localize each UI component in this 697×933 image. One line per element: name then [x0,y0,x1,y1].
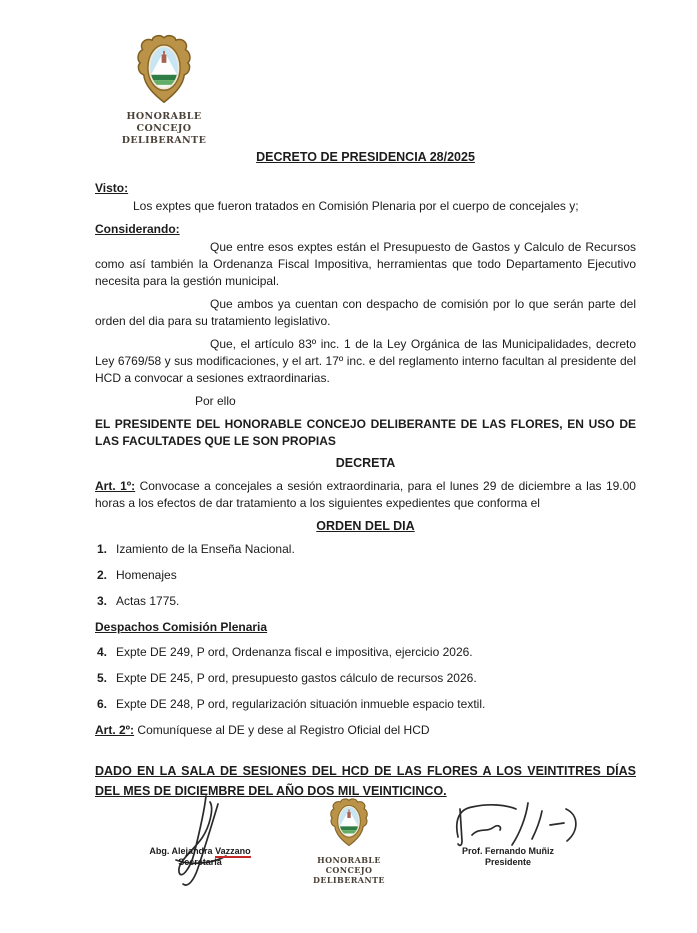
article-2-label: Art. 2º: [95,723,135,737]
header-emblem-line1: HONORABLE [126,111,202,122]
secretary-signature-block [140,846,260,868]
header-emblem-line2: CONCEJO DELIBERANTE [121,123,207,146]
header-emblem-caption [108,111,220,147]
agenda-item [95,593,636,610]
footer-emblem-line1: HONORABLE [317,855,381,865]
president-signature-block [443,846,573,868]
despachos-item [95,670,636,687]
despachos-item [95,644,636,661]
decreta-heading: DECRETA [335,456,396,470]
closing-statement: DADO EN LA SALA DE SESIONES DEL HCD DE LAS FLORES A LOS VEINTITRES DÍAS DEL MES DE DICIEMBRE DEL AÑO DOS MIL VEINTICINCO. [95,764,636,798]
secretary-role: Secretaria [178,857,222,867]
article-2 [95,722,636,739]
president-role: Presidente [484,857,532,867]
visto-text: Los exptes que fueron tratados en Comisión Plenaria por el cuerpo de concejales y; [133,199,579,213]
orden-del-dia-heading: ORDEN DEL DIA [316,519,415,533]
considerando-paragraph: Que ambos ya cuentan con despacho de comisión por lo que serán parte del orden del dia para su tratamiento legislativo. [95,297,636,328]
coat-of-arms-icon [132,33,196,107]
document-title: DECRETO DE PRESIDENCIA 28/2025 [256,150,475,164]
despachos-item-number: 6. [97,697,108,711]
secretary-name [140,846,260,857]
por-ello-text: Por ello [195,394,236,408]
agenda-item-number: 2. [97,568,108,582]
agenda-item [95,541,636,558]
despachos-item-number: 4. [97,645,108,659]
document-body [95,149,636,801]
despachos-item [95,696,636,713]
article-1 [95,478,636,512]
agenda-item-text: Actas 1775. [116,594,180,608]
despachos-heading: Despachos Comisión Plenaria [95,620,268,634]
despachos-item-number: 5. [97,671,108,685]
despachos-list [95,644,636,713]
agenda-item [95,567,636,584]
secretary-surname: Vazzano [215,846,251,856]
footer-emblem-line2: CONCEJO DELIBERANTE [313,865,385,885]
secretary-signature-icon [168,792,230,892]
footer-emblem [293,797,405,885]
agenda-item-number: 1. [97,542,108,556]
article-2-text: Comuníquese al DE y dese al Registro Oficial del HCD [137,723,430,737]
article-1-label: Art. 1º: [95,479,136,493]
header-emblem [108,33,220,147]
article-1-text: Convocase a concejales a sesión extraordinaria, para el lunes 29 de diciembre a las 19.00 horas a los efectos de dar tratamiento a los siguientes expedientes que conforma el [95,479,636,510]
agenda-item-text: Homenajes [116,568,177,582]
agenda-list [95,541,636,610]
agenda-item-number: 3. [97,594,108,608]
despachos-item-text: Expte DE 245, P ord, presupuesto gastos cálculo de recursos 2026. [116,671,477,685]
considerando-paragraph: Que entre esos exptes están el Presupuesto de Gastos y Calculo de Recursos como así también la Ordenanza Fiscal Impositiva, herramientas que todo Departamento Ejecutivo necesita para la gestión municipal. [95,240,636,288]
despachos-item-text: Expte DE 248, P ord, regularización situación inmueble espacio textil. [116,697,486,711]
authority-statement: EL PRESIDENTE DEL HONORABLE CONCEJO DELIBERANTE DE LAS FLORES, EN USO DE LAS FACULTADES QUE LE SON PROPIAS [95,417,636,448]
secretary-name-prefix: Abg. Alejandra [149,846,216,856]
considerando-label: Considerando: [95,222,180,236]
considerando-paragraph: Que, el artículo 83º inc. 1 de la Ley Orgánica de las Municipalidades, decreto Ley 6769/58 y sus modificaciones, y el art. 17º inc. e del reglamento interno facultan al presidente del HCD a convocar a sesiones extraordinarias. [95,337,636,385]
president-name: Prof. Fernando Muñiz [462,846,554,856]
footer-emblem-caption [293,855,405,885]
agenda-item-text: Izamiento de la Enseña Nacional. [116,542,295,556]
visto-label: Visto: [95,181,129,195]
president-signature-icon [450,797,580,849]
despachos-item-text: Expte DE 249, P ord, Ordenanza fiscal e impositiva, ejercicio 2026. [116,645,473,659]
coat-of-arms-icon [327,797,371,849]
